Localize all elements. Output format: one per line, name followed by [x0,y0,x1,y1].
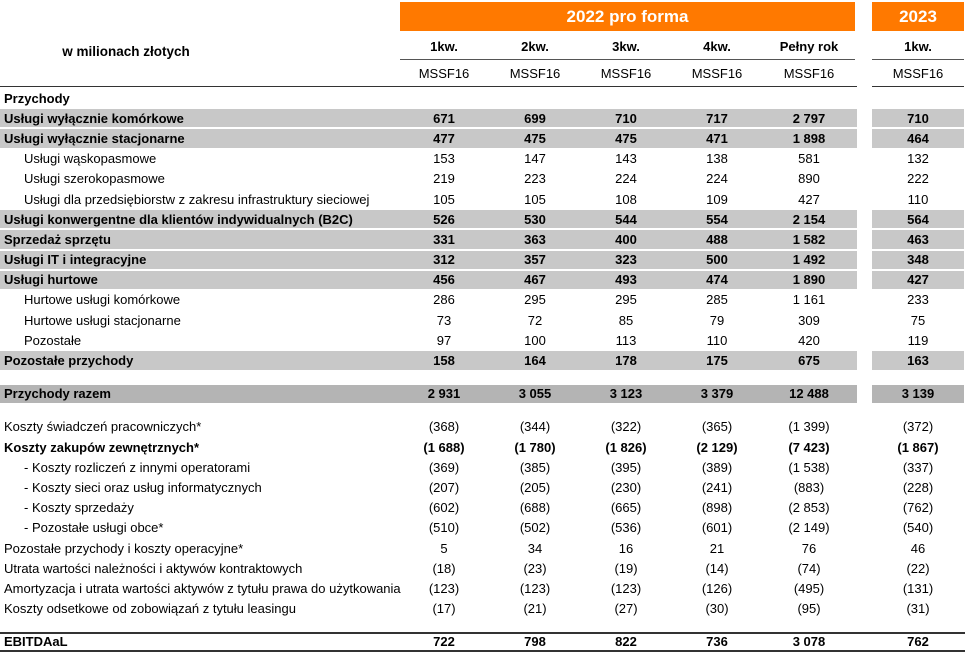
value-cell: (31) [906,601,930,617]
value-cell: (7 423) [788,439,830,455]
value-cell: 153 [433,151,455,167]
value-cell: 164 [524,353,546,369]
column-header-period: 4kw. [703,39,731,54]
value-cell: 500 [706,252,728,268]
value-cell: (131) [902,580,934,596]
value-cell: 100 [524,332,546,348]
table-header [0,0,965,90]
value-cell: (23) [523,560,547,576]
row-label: Przychody [4,90,70,106]
value-cell: (74) [797,560,821,576]
value-cell: 21 [709,540,725,556]
table-row [0,209,965,229]
value-cell: (385) [519,459,551,475]
value-cell: 736 [706,634,728,650]
value-cell: 224 [706,171,728,187]
value-cell: 113 [615,332,637,348]
value-cell: (19) [614,560,638,576]
row-label: - Koszty sprzedaży [24,500,134,516]
value-cell: (1 826) [605,439,647,455]
table-row [0,330,965,350]
row-label: Usługi IT i integracyjne [4,252,147,268]
row-label: Utrata wartości należności i aktywów kontraktowych [4,560,303,576]
row-label: Usługi konwergentne dla klientów indywidualnych (B2C) [4,211,353,227]
value-cell: 2 797 [792,110,826,126]
row-label: Koszty zakupów zewnętrznych* [4,439,200,455]
value-cell: 73 [436,312,452,328]
value-cell: 222 [907,171,929,187]
row-label: Usługi wąskopasmowe [24,151,157,167]
value-cell: 3 139 [901,386,935,402]
value-cell: 456 [433,272,455,288]
value-cell: (898) [701,500,733,516]
value-cell: (241) [701,479,733,495]
row-label: Usługi hurtowe [4,272,98,288]
value-cell: (1 867) [897,439,939,455]
unit-label: w milionach złotych [62,44,190,59]
value-cell: 85 [618,312,634,328]
value-cell: (27) [614,601,638,617]
value-cell [876,88,960,108]
value-cell: 357 [524,252,546,268]
value-cell: (126) [701,580,733,596]
value-cell: (123) [519,580,551,596]
value-cell: 75 [910,312,926,328]
value-cell: 34 [527,540,543,556]
column-header-standard: MSSF16 [418,66,470,81]
value-cell: (372) [902,419,934,435]
value-cell: (369) [428,459,460,475]
table-body [0,88,965,652]
value-cell: 72 [527,312,543,328]
value-cell: 530 [524,211,546,227]
row-label: Usługi wyłącznie stacjonarne [4,130,185,146]
value-cell: (2 129) [696,439,738,455]
row-label: Amortyzacja i utrata wartości aktywów z tytułu prawa do użytkowania [4,580,401,596]
table-row [0,578,965,598]
value-cell: 331 [433,231,455,247]
table-row [0,632,965,652]
column-header-period: 3kw. [612,39,640,54]
header-divider [872,59,964,60]
table-row [0,498,965,518]
band-2023: 2023 [872,2,964,31]
value-cell: (1 399) [788,419,830,435]
row-spacer [0,404,965,417]
value-cell [493,88,577,108]
row-label: Koszty świadczeń pracowniczych* [4,419,202,435]
value-cell: 420 [798,332,820,348]
value-cell: 427 [907,272,929,288]
value-cell: (228) [902,479,934,495]
value-cell: (602) [428,500,460,516]
value-cell: 3 078 [792,634,826,650]
value-cell: 463 [907,231,929,247]
value-cell: (207) [428,479,460,495]
value-cell: 147 [524,151,546,167]
value-cell: (502) [519,520,551,536]
value-cell: 233 [907,292,929,308]
value-cell: (30) [705,601,729,617]
header-bottom-rule [872,86,964,87]
table-row [0,149,965,169]
value-cell: (22) [906,560,930,576]
value-cell: 143 [615,151,637,167]
column-header-standard: MSSF16 [691,66,743,81]
value-cell: 3 379 [700,386,734,402]
value-cell: (365) [701,419,733,435]
table-row [0,270,965,290]
value-cell: 219 [433,171,455,187]
value-cell: 493 [615,272,637,288]
column-header-standard: MSSF16 [892,66,944,81]
row-label: Hurtowe usługi komórkowe [24,292,181,308]
value-cell: 119 [907,332,929,348]
value-cell: (389) [701,459,733,475]
value-cell: 554 [706,211,728,227]
value-cell: 3 123 [609,386,643,402]
row-label: Sprzedaż sprzętu [4,231,111,247]
table-row [0,350,965,370]
value-cell: 1 161 [792,292,826,308]
header-bottom-rule [0,86,857,87]
value-cell [767,88,851,108]
value-cell: 474 [706,272,728,288]
value-cell: 105 [524,191,546,207]
value-cell: (495) [793,580,825,596]
table-row [0,538,965,558]
value-cell: (205) [519,479,551,495]
value-cell: (1 538) [788,459,830,475]
value-cell: 1 898 [792,130,826,146]
value-cell: 2 154 [792,211,826,227]
value-cell: 564 [907,211,929,227]
value-cell: 488 [706,231,728,247]
value-cell: 286 [433,292,455,308]
value-cell: 471 [706,130,728,146]
row-label: Koszty odsetkowe od zobowiązań z tytułu leasingu [4,601,296,617]
table-row [0,290,965,310]
value-cell: 5 [440,540,448,556]
value-cell: (665) [610,500,642,516]
value-cell: 822 [615,634,637,650]
column-header-standard: MSSF16 [509,66,561,81]
value-cell: 699 [524,110,546,126]
table-row [0,310,965,330]
row-label: Usługi dla przedsiębiorstw z zakresu infrastruktury sieciowej [24,191,370,207]
value-cell: 3 055 [518,386,552,402]
value-cell: 295 [615,292,637,308]
value-cell: (17) [432,601,456,617]
value-cell: 722 [433,634,455,650]
value-cell: (21) [523,601,547,617]
header-divider [400,59,855,60]
value-cell: 675 [798,353,820,369]
value-cell: 138 [706,151,728,167]
table-row [0,457,965,477]
row-label: - Pozostałe usługi obce* [24,520,164,536]
table-row [0,417,965,437]
value-cell: 526 [433,211,455,227]
value-cell: 109 [706,191,728,207]
value-cell: 717 [706,110,728,126]
value-cell: 1 582 [792,231,826,247]
value-cell: 132 [907,151,929,167]
value-cell: 178 [615,353,637,369]
column-header-standard: MSSF16 [783,66,835,81]
value-cell: 671 [433,110,455,126]
table-row [0,477,965,497]
value-cell: (95) [797,601,821,617]
band-2022-pro-forma: 2022 pro forma [400,2,855,31]
value-cell: 475 [615,130,637,146]
value-cell: 467 [524,272,546,288]
value-cell: 1 492 [792,252,826,268]
row-label: EBITDAaL [4,634,68,650]
value-cell: (2 853) [788,500,830,516]
value-cell: 400 [615,231,637,247]
value-cell: 323 [615,252,637,268]
value-cell: 175 [706,353,728,369]
value-cell: (18) [432,560,456,576]
value-cell: 12 488 [789,386,829,402]
table-row [0,558,965,578]
row-label: Hurtowe usługi stacjonarne [24,312,181,328]
table-row [0,169,965,189]
value-cell: 427 [798,191,820,207]
value-cell: 46 [910,540,926,556]
table-row [0,128,965,148]
value-cell: 2 931 [427,386,461,402]
value-cell: 79 [709,312,725,328]
value-cell [584,88,668,108]
value-cell: (601) [701,520,733,536]
value-cell [675,88,759,108]
value-cell: 312 [433,252,455,268]
value-cell: 1 890 [792,272,826,288]
value-cell: 158 [433,353,455,369]
value-cell: 110 [907,191,929,207]
row-label: - Koszty sieci oraz usług informatycznych [24,479,262,495]
column-header-period: Pełny rok [779,39,839,54]
table-row [0,189,965,209]
value-cell: 76 [801,540,817,556]
value-cell: 363 [524,231,546,247]
column-header-period: 1kw. [904,39,932,54]
value-cell: (337) [902,459,934,475]
column-header-period: 1kw. [430,39,458,54]
column-header-standard: MSSF16 [600,66,652,81]
value-cell: (344) [519,419,551,435]
value-cell: (1 780) [514,439,556,455]
table-row [0,250,965,270]
value-cell: 110 [706,332,728,348]
value-cell: 581 [798,151,820,167]
value-cell: (536) [610,520,642,536]
value-cell: (2 149) [788,520,830,536]
value-cell: 477 [433,130,455,146]
value-cell: 762 [907,634,929,650]
value-cell: (395) [610,459,642,475]
table-row [0,599,965,619]
value-cell: (1 688) [423,439,465,455]
value-cell: 475 [524,130,546,146]
value-cell: 710 [907,110,929,126]
row-spacer [0,619,965,632]
value-cell: 224 [615,171,637,187]
value-cell: (14) [705,560,729,576]
value-cell: 798 [524,634,546,650]
value-cell: 108 [615,191,637,207]
value-cell: 105 [433,191,455,207]
value-cell: 710 [615,110,637,126]
row-label: Pozostałe [24,332,82,348]
value-cell: (762) [902,500,934,516]
row-label: Usługi wyłącznie komórkowe [4,110,184,126]
table-row [0,88,965,108]
row-label: Usługi szerokopasmowe [24,171,165,187]
row-label: Pozostałe przychody [4,353,134,369]
value-cell: 223 [524,171,546,187]
value-cell: 464 [907,130,929,146]
value-cell: (540) [902,520,934,536]
value-cell: 16 [618,540,634,556]
value-cell: 348 [907,252,929,268]
table-row [0,229,965,249]
row-label: - Koszty rozliczeń z innymi operatorami [24,459,251,475]
value-cell: (688) [519,500,551,516]
value-cell: (322) [610,419,642,435]
value-cell: (230) [610,479,642,495]
value-cell: (123) [610,580,642,596]
row-label: Przychody razem [4,386,111,402]
table-row [0,437,965,457]
value-cell: (368) [428,419,460,435]
value-cell: 285 [706,292,728,308]
value-cell [402,88,486,108]
value-cell: 97 [436,332,452,348]
row-spacer [0,371,965,384]
table-row [0,518,965,538]
value-cell: 309 [798,312,820,328]
value-cell: 295 [524,292,546,308]
value-cell: (510) [428,520,460,536]
value-cell: (123) [428,580,460,596]
table-row [0,384,965,404]
value-cell: 544 [615,211,637,227]
table-row [0,108,965,128]
value-cell: 890 [798,171,820,187]
column-header-period: 2kw. [521,39,549,54]
value-cell: (883) [793,479,825,495]
row-label: Pozostałe przychody i koszty operacyjne* [4,540,244,556]
value-cell: 163 [907,353,929,369]
